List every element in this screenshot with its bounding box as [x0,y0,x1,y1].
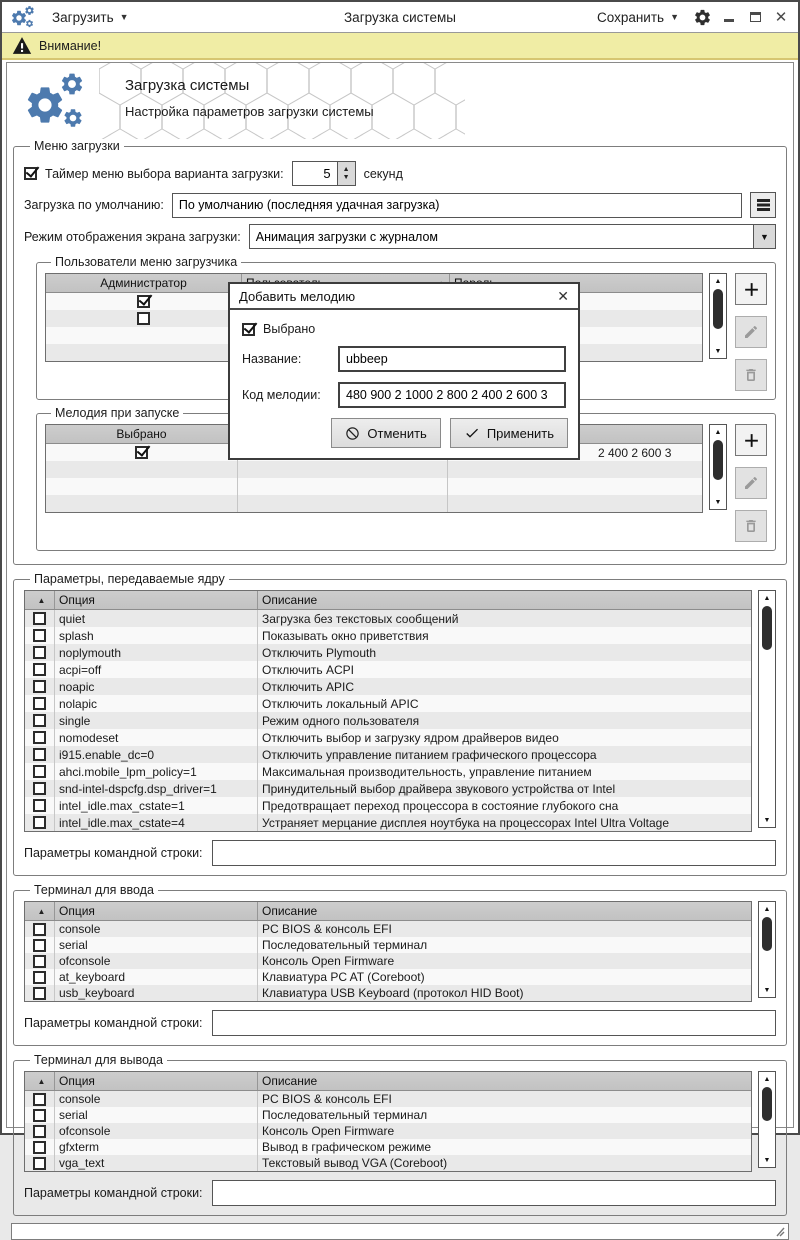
description-cell: Клавиатура PC AT (Coreboot) [262,970,425,984]
page-title: Загрузка системы [125,77,250,94]
scroll-down-button[interactable]: ▼ [714,347,722,355]
timer-label: Таймер меню выбора варианта загрузки: [45,166,284,181]
scroll-down-button[interactable]: ▼ [763,986,771,994]
row-checkbox[interactable] [33,939,46,952]
empty-row [46,461,702,478]
row-checkbox[interactable] [33,782,46,795]
timer-value: 5 [323,166,331,181]
table-row[interactable] [25,797,751,814]
spinner-arrows-icon[interactable]: ▲ ▼ [337,162,355,185]
table-row[interactable] [25,678,751,695]
option-cell: serial [55,937,258,953]
timer-unit-label: секунд [363,166,403,181]
description-cell: Устраняет мерцание дисплея ноутбука на процессорах Intel Ultra Voltage [262,815,669,830]
melody-selected-label: Выбрано [263,322,316,336]
row-checkbox[interactable] [33,663,46,676]
close-button[interactable]: ✕ [774,8,788,26]
add-user-button[interactable] [735,273,767,305]
sort-column-header[interactable] [25,902,55,920]
description-cell: Отключить APIC [262,679,354,694]
melody-name-input[interactable]: ubbeep [338,346,566,372]
description-cell: PC BIOS & консоль EFI [262,922,392,936]
table-row[interactable] [25,814,751,831]
kernel-cmdline-input[interactable] [212,840,776,866]
vertical-scrollbar[interactable] [758,901,776,998]
display-mode-select[interactable] [249,224,776,249]
kernel-table-header[interactable] [25,591,751,610]
option-cell: console [55,921,258,937]
terminal-output-group [13,1053,787,1216]
option-cell: acpi=off [55,661,258,678]
scrollbar-thumb[interactable] [762,1087,772,1121]
content-panel [6,62,794,1200]
row-checkbox[interactable] [33,955,46,968]
scrollbar-thumb[interactable] [713,440,723,480]
boot-menu-legend: Меню загрузки [34,139,120,153]
gears-logo [23,69,101,135]
cancel-button-label: Отменить [367,425,427,441]
terminal-input-cmdline-input[interactable] [212,1010,776,1036]
table-row[interactable] [25,627,751,644]
column-option[interactable]: Опция [55,1072,258,1090]
timer-spinner[interactable] [292,161,356,186]
default-boot-input[interactable]: По умолчанию (последняя удачная загрузка) [172,193,742,218]
scroll-down-button[interactable]: ▼ [763,1156,771,1164]
scroll-up-button[interactable]: ▲ [763,1075,771,1083]
description-cell: PC BIOS & консоль EFI [262,1092,392,1106]
title-bar [2,2,798,32]
chevron-down-icon[interactable]: ▼ [753,225,775,248]
description-cell: Загрузка без текстовых сообщений [262,611,459,626]
sort-asc-icon: ▲ [37,1076,46,1086]
vertical-scrollbar[interactable] [758,590,776,828]
column-description[interactable]: Описание [262,1074,318,1088]
window-title: Загрузка системы [344,9,456,25]
vertical-scrollbar[interactable] [709,424,727,510]
warning-icon [12,36,32,55]
option-cell: nolapic [55,695,258,712]
table-row[interactable] [25,953,751,969]
scroll-down-button[interactable]: ▼ [763,816,771,824]
option-cell: gfxterm [55,1139,258,1155]
scroll-up-button[interactable]: ▲ [714,277,722,285]
table-row[interactable] [25,969,751,985]
option-cell: i915.enable_dc=0 [55,746,258,763]
scroll-up-button[interactable]: ▲ [763,594,771,602]
option-cell: ofconsole [55,1123,258,1139]
row-checkbox[interactable] [33,1125,46,1138]
option-cell: quiet [55,610,258,627]
row-checkbox[interactable] [33,765,46,778]
page-subtitle: Настройка параметров загрузки системы [125,104,374,119]
display-mode-value: Анимация загрузки с журналом [255,229,439,244]
option-cell: snd-intel-dspcfg.dsp_driver=1 [55,780,258,797]
cancel-button[interactable] [331,418,440,448]
option-cell: serial [55,1107,258,1123]
terminal-output-legend: Терминал для вывода [34,1053,163,1067]
apply-button[interactable] [450,418,568,448]
table-row[interactable] [25,1139,751,1155]
terminal-output-header[interactable] [25,1072,751,1091]
description-cell: Консоль Open Firmware [262,954,395,968]
maximize-button[interactable] [746,8,764,26]
cmdline-label: Параметры командной строки: [24,1016,203,1030]
table-row[interactable] [25,729,751,746]
table-row[interactable] [25,921,751,937]
description-cell: Отключить локальный APIC [262,696,419,711]
vertical-scrollbar[interactable] [758,1071,776,1168]
sort-column-header[interactable] [25,591,55,609]
add-melody-dialog [228,282,580,460]
option-cell: ahci.mobile_lpm_policy=1 [55,763,258,780]
row-checkbox[interactable] [33,923,46,936]
table-row[interactable] [25,712,751,729]
display-mode-label: Режим отображения экрана загрузки: [24,229,241,244]
column-option[interactable]: Опция [55,591,258,609]
table-row[interactable] [25,780,751,797]
save-menu-label: Сохранить [596,9,665,25]
sort-asc-icon: ▲ [37,906,46,916]
row-checkbox[interactable] [33,629,46,642]
kernel-params-table [24,590,752,832]
terminal-output-cmdline-input[interactable] [212,1180,776,1206]
scroll-up-button[interactable]: ▲ [714,428,722,436]
row-checkbox[interactable] [33,748,46,761]
status-bar [11,1223,789,1240]
row-checkbox[interactable] [33,1093,46,1106]
delete-user-button[interactable] [735,359,767,391]
column-description[interactable]: Описание [262,904,318,918]
melody-selected-checkbox[interactable] [242,323,255,336]
description-cell: Клавиатура USB Keyboard (протокол HID Boot) [262,986,524,1000]
option-cell: nomodeset [55,729,258,746]
description-cell: Текстовый вывод VGA (Coreboot) [262,1156,448,1170]
cmdline-label: Параметры командной строки: [24,846,203,860]
description-cell: Консоль Open Firmware [262,1124,395,1138]
description-cell: Вывод в графическом режиме [262,1140,432,1154]
app-gears-icon [10,4,38,30]
option-cell: intel_idle.max_cstate=4 [55,814,258,831]
resize-grip-icon[interactable] [774,1226,786,1238]
table-row[interactable] [25,746,751,763]
description-cell: Режим одного пользователя [262,713,420,728]
load-menu-label: Загрузить [52,9,114,25]
row-checkbox[interactable] [33,987,46,1000]
page-header [7,63,793,139]
default-boot-list-button[interactable] [750,192,776,218]
empty-row [46,478,702,495]
chevron-down-icon: ▼ [670,12,679,22]
table-row[interactable] [25,763,751,780]
option-cell: splash [55,627,258,644]
table-row[interactable] [25,610,751,627]
option-cell: usb_keyboard [55,985,258,1001]
column-description[interactable]: Описание [262,593,318,607]
boot-users-legend: Пользователи меню загрузчика [55,255,238,269]
description-cell: Отключить управление питанием графического процессора [262,747,597,762]
hamburger-icon [757,199,770,202]
vertical-scrollbar[interactable] [709,273,727,359]
save-menu-button[interactable] [591,7,685,28]
description-cell: Отключить выбор и загрузку ядром драйверов видео [262,730,559,745]
add-melody-button[interactable] [735,424,767,456]
startup-melody-legend: Мелодия при запуске [55,406,180,420]
table-row[interactable] [25,644,751,661]
row-checkbox[interactable] [33,1109,46,1122]
column-selected[interactable]: Выбрано [46,425,238,443]
description-cell: Предотвращает переход процессора в состояние глубокого сна [262,798,619,813]
description-cell: Показывать окно приветствия [262,628,429,643]
scrollbar-thumb[interactable] [762,606,772,650]
terminal-input-group [13,883,787,1046]
option-cell: at_keyboard [55,969,258,985]
table-row[interactable] [25,1091,751,1107]
edit-user-button[interactable] [735,316,767,348]
melody-code-input[interactable]: 480 900 2 1000 2 800 2 400 2 600 3 [338,382,566,408]
admin-checkbox[interactable] [137,312,150,325]
row-checkbox[interactable] [33,799,46,812]
kernel-params-group [13,572,787,876]
warning-text: Внимание! [39,38,102,53]
settings-gear-icon[interactable] [693,8,712,27]
scroll-down-button[interactable]: ▼ [714,498,722,506]
minimize-button[interactable] [720,8,738,26]
option-cell: console [55,1091,258,1107]
option-cell: noplymouth [55,644,258,661]
apply-button-label: Применить [486,425,554,441]
admin-checkbox[interactable] [137,295,150,308]
row-checkbox[interactable] [33,1157,46,1170]
scrollbar-thumb[interactable] [762,917,772,951]
timer-checkbox[interactable] [24,167,37,180]
row-checkbox[interactable] [33,697,46,710]
description-cell: Последовательный терминал [262,938,428,952]
row-checkbox[interactable] [33,714,46,727]
column-option[interactable]: Опция [55,902,258,920]
warning-bar [2,32,798,60]
option-cell: vga_text [55,1155,258,1171]
description-cell: Максимальная производительность, управление питанием [262,764,592,779]
dialog-title-bar[interactable] [230,284,578,310]
sort-column-header[interactable] [25,1072,55,1090]
sort-asc-icon: ▲ [37,595,46,605]
row-checkbox[interactable] [33,646,46,659]
table-row[interactable] [25,695,751,712]
terminal-input-legend: Терминал для ввода [34,883,154,897]
chevron-down-icon: ▼ [119,12,129,22]
option-cell: single [55,712,258,729]
terminal-output-table [24,1071,752,1172]
dialog-close-button[interactable]: ✕ [557,287,569,304]
load-menu-button[interactable] [46,7,135,28]
edit-melody-button[interactable] [735,467,767,499]
description-cell: Принудительный выбор драйвера звукового устройства от Intel [262,781,616,796]
option-cell: noapic [55,678,258,695]
dialog-title: Добавить мелодию [239,288,356,304]
option-cell: intel_idle.max_cstate=1 [55,797,258,814]
table-row[interactable] [25,1107,751,1123]
melody-code-label: Код мелодии: [242,388,321,402]
table-row[interactable] [25,661,751,678]
row-checkbox[interactable] [33,680,46,693]
kernel-params-legend: Параметры, передаваемые ядру [34,572,225,586]
selected-checkbox[interactable] [135,446,148,459]
description-cell: Отключить Plymouth [262,645,377,660]
row-checkbox[interactable] [33,731,46,744]
scroll-up-button[interactable]: ▲ [763,905,771,913]
description-cell: Последовательный терминал [262,1108,428,1122]
empty-row [46,495,702,512]
melody-name-label: Название: [242,352,302,366]
description-cell: Отключить ACPI [262,662,354,677]
row-checkbox[interactable] [33,612,46,625]
melody-code-cell: 2 400 2 600 3 [598,445,672,460]
terminal-input-table [24,901,752,1002]
scrollbar-thumb[interactable] [713,289,723,329]
table-row[interactable] [25,985,751,1001]
terminal-input-header[interactable] [25,902,751,921]
check-icon [464,425,480,441]
block-icon [345,426,360,441]
table-row[interactable] [25,937,751,953]
cmdline-label: Параметры командной строки: [24,1186,203,1200]
row-checkbox[interactable] [33,1141,46,1154]
option-cell: ofconsole [55,953,258,969]
table-row[interactable] [25,1155,751,1171]
table-row[interactable] [25,1123,751,1139]
default-boot-label: Загрузка по умолчанию: [24,198,164,212]
row-checkbox[interactable] [33,816,46,829]
delete-melody-button[interactable] [735,510,767,542]
column-admin[interactable]: Администратор [46,274,242,292]
row-checkbox[interactable] [33,971,46,984]
